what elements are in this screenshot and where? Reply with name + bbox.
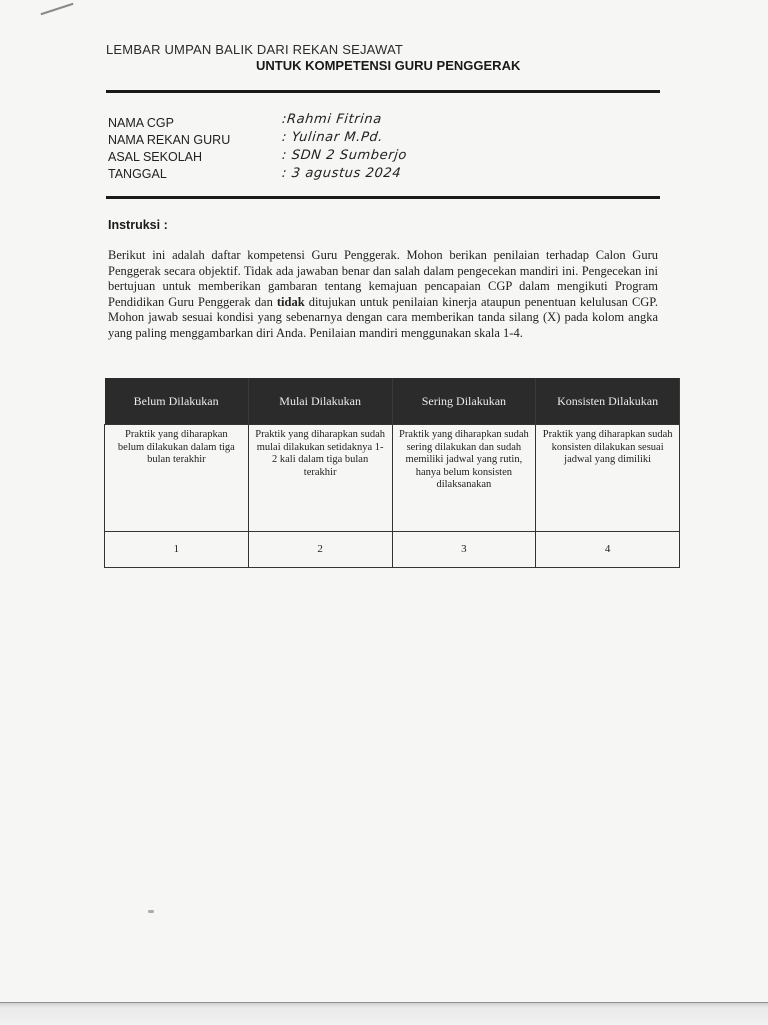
scan-mark [41,3,74,15]
instructions-part2: ditujukan untuk penilaian kinerja ataupun penentuan kelulusan CGP. Mohon jawab sesuai kondisi yang sebenarnya dengan cara memberikan tanda silang (X) pada kolom angka yang paling menggambarkan diri Anda. Penilaian mandiri menggunakan skala 1-4. [108,294,658,340]
instructions-body [108,248,658,342]
value-nama-cgp: :Rahmi Fitrina [281,112,383,127]
label-nama-cgp: NAMA CGP [108,116,174,130]
value-asal-sekolah: : SDN 2 Sumberjo [281,148,408,163]
divider-top [106,90,660,93]
scale-number-4: 4 [536,532,680,568]
scale-number-3: 3 [392,532,536,568]
scale-number-row [105,532,680,568]
scale-description-4: Praktik yang diharapkan sudah konsisten dilakukan sesuai jadwal yang dimiliki [536,425,680,532]
value-tanggal: : 3 agustus 2024 [281,166,402,181]
scale-table [104,378,680,568]
label-tanggal: TANGGAL [108,167,167,181]
instructions-title: Instruksi : [108,218,168,232]
value-nama-rekan-guru: : Yulinar M.Pd. [281,130,384,145]
scale-description-3: Praktik yang diharapkan sudah sering dilakukan dan sudah memiliki jadwal yang rutin, hanya belum konsisten dilaksanakan [392,425,536,532]
instructions-part1: Berikut ini adalah daftar kompetensi Guru Penggerak. Mohon berikan penilaian terhadap Calon Guru Penggerak secara objektif. Tidak ada jawaban benar dan salah dalam pengecekan mandiri ini. Pengecekan ini bertujuan untuk memberikan gambaran tentang kemajuan pencapaian CGP dalam mengikuti Program Pendidikan Guru Penggerak dan [108,248,658,309]
label-nama-rekan-guru: NAMA REKAN GURU [108,133,231,147]
scale-header-3: Sering Dilakukan [392,378,536,425]
scale-header-2: Mulai Dilakukan [248,378,392,425]
scale-description-2: Praktik yang diharapkan sudah mulai dilakukan setidaknya 1-2 kali dalam tiga bulan terakhir [248,425,392,532]
scale-header-1: Belum Dilakukan [105,378,249,425]
header-subtitle: UNTUK KOMPETENSI GURU PENGGERAK [256,58,521,73]
scan-speck [148,910,154,913]
instructions-bold: tidak [276,294,305,309]
header-title: LEMBAR UMPAN BALIK DARI REKAN SEJAWAT [106,42,404,57]
scale-number-2: 2 [248,532,392,568]
scale-description-row [105,425,680,532]
label-asal-sekolah: ASAL SEKOLAH [108,150,203,164]
scale-description-1: Praktik yang diharapkan belum dilakukan dalam tiga bulan terakhir [105,425,249,532]
scan-bottom-edge [0,1002,768,1025]
scale-header-4: Konsisten Dilakukan [536,378,680,425]
scale-header-row [105,378,680,425]
divider-bottom [106,196,660,199]
scale-number-1: 1 [105,532,249,568]
